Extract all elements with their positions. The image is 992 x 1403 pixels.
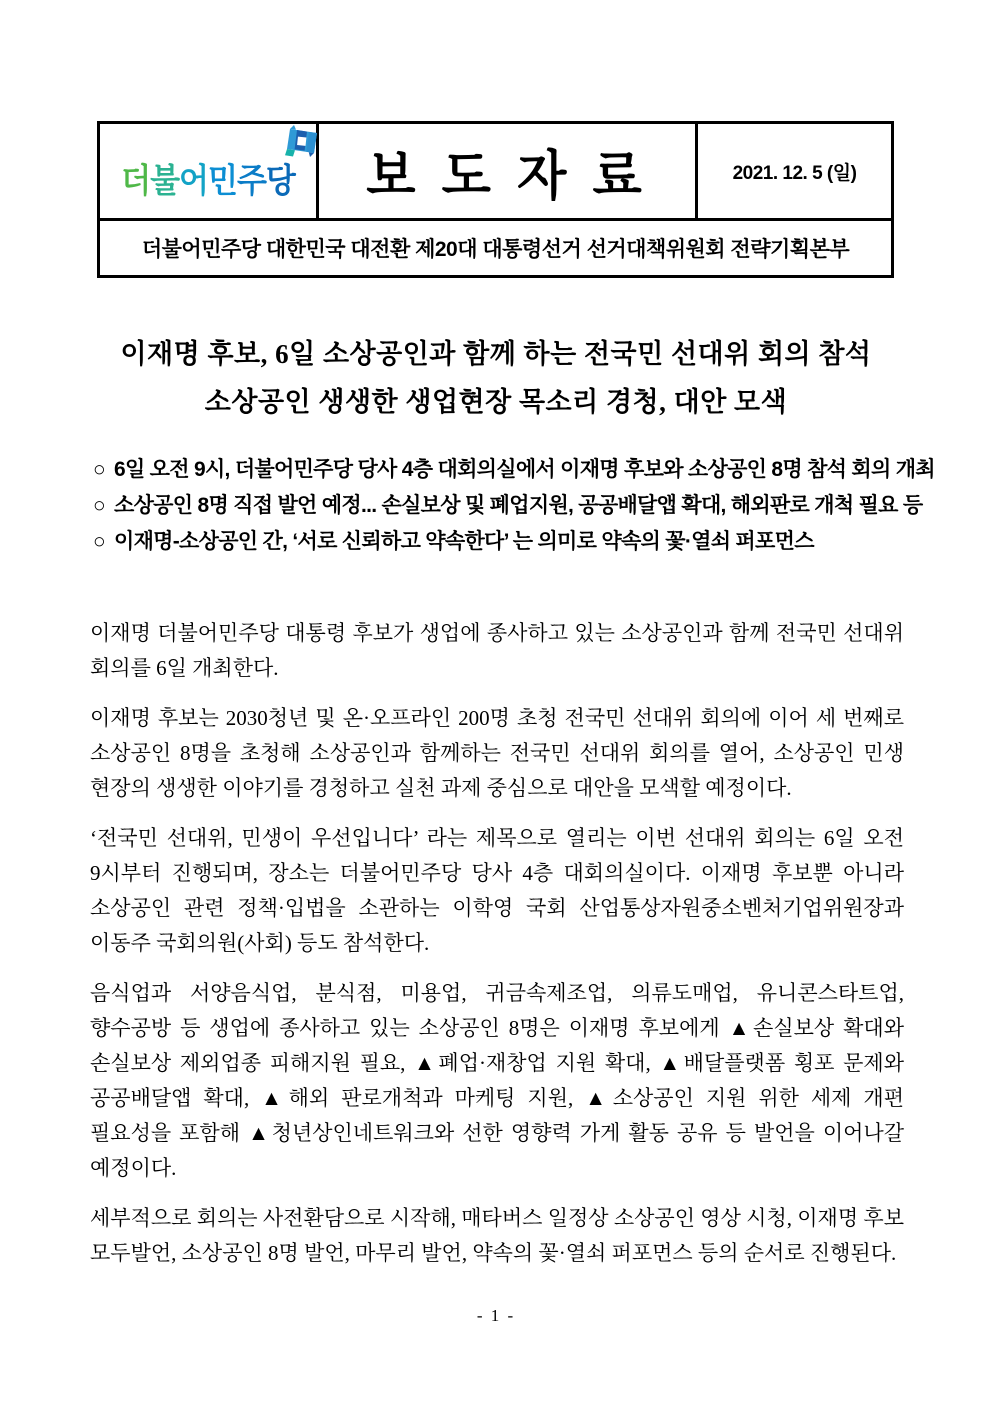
- circle-bullet-icon: ○: [93, 458, 105, 481]
- body-paragraph: 이재명 후보는 2030청년 및 온·오프라인 200명 초청 전국민 선대위 회의에 이어 세 번째로 소상공인 8명을 초청해 소상공인과 함께하는 전국민 선대위 회의를 열어, 소상공인 민생 현장의 생생한 이야기를 경청하고 실천 과제 중심으로 대안을 모색할 예정이다.: [90, 706, 904, 800]
- header-box: [97, 121, 894, 278]
- circle-bullet-icon: ○: [93, 530, 105, 553]
- press-release-title: 보 도 자 료: [366, 145, 648, 206]
- summary-bullet-list: [93, 452, 935, 560]
- date-cell: [698, 124, 891, 218]
- press-release-title-cell: [319, 124, 698, 218]
- headline-line-2: 소상공인 생생한 생업현장 목소리 경청, 대안 모색: [204, 387, 788, 417]
- body-paragraph: 음식업과 서양음식업, 분식점, 미용업, 귀금속제조업, 의류도매업, 유니콘스타트업, 향수공방 등 생업에 종사하고 있는 소상공인 8명은 이재명 후보에게 ▲손실보상 확대와 손실보상 제외업종 피해지원 필요, ▲폐업·재창업 지원 확대, ▲배달플랫폼 횡포 문제와 공공배달앱 확대, ▲해외 판로개척과 마케팅 지원, ▲소상공인 지원 위한 세제 개편 필요성을 포함해 ▲청년상인네트워크와 선한 영향력 가게 활동 공유 등 발언을 이어나갈 예정이다.: [90, 981, 904, 1180]
- bullet-text: 소상공인 8명 직접 발언 예정... 손실보상 및 폐업지원, 공공배달앱 확대, 해외판로 개척 필요 등: [113, 494, 923, 517]
- body-paragraph: ‘전국민 선대위, 민생이 우선입니다’ 라는 제목으로 열리는 이번 선대위 회의는 6일 오전 9시부터 진행되며, 장소는 더불어민주당 당사 4층 대회의실이다. 이재명 후보뿐 아니라 소상공인 관련 정책·입법을 소관하는 이학영 국회 산업통상자원중소벤처기업위원장과 이동주 국회의원(사회) 등도 참석한다.: [90, 826, 904, 955]
- bullet-text: 이재명-소상공인 간, ‘서로 신뢰하고 약속한다’ 는 의미로 약속의 꽃·열쇠 퍼포먼스: [113, 530, 814, 553]
- document-headline: [90, 330, 902, 426]
- body-text: [90, 616, 904, 1271]
- party-logo-cell: [100, 124, 319, 218]
- party-logo-text: 더불어민주당: [121, 161, 295, 199]
- press-date: 2021. 12. 5 (일): [732, 162, 857, 184]
- page-number: - 1 -: [476, 1306, 516, 1325]
- body-paragraph: 이재명 더불어민주당 대통령 후보가 생업에 종사하고 있는 소상공인과 함께 전국민 선대위 회의를 6일 개최한다.: [90, 621, 904, 680]
- summary-bullet-item: [93, 524, 905, 560]
- headline-line-1: 이재명 후보, 6일 소상공인과 함께 하는 전국민 선대위 회의 참석: [120, 339, 872, 369]
- issuing-office-text: 더불어민주당 대한민국 대전환 제20대 대통령선거 선거대책위원회 전략기획본부: [141, 238, 850, 261]
- bullet-text: 6일 오전 9시, 더불어민주당 당사 4층 대회의실에서 이재명 후보와 소상공인 8명 참석 회의 개최: [113, 458, 935, 481]
- summary-bullet-item: [93, 488, 923, 524]
- header-top-row: [100, 124, 891, 221]
- summary-bullet-item: [93, 452, 935, 488]
- party-logo: [121, 147, 295, 199]
- issuing-office-bar: [100, 221, 891, 275]
- circle-bullet-icon: ○: [93, 494, 105, 517]
- body-paragraph: 세부적으로 회의는 사전환담으로 시작해, 매타버스 일정상 소상공인 영상 시청, 이재명 후보 모두발언, 소상공인 8명 발언, 마무리 발언, 약속의 꽃·열쇠 퍼포먼스 등의 순서로 진행된다.: [90, 1206, 904, 1265]
